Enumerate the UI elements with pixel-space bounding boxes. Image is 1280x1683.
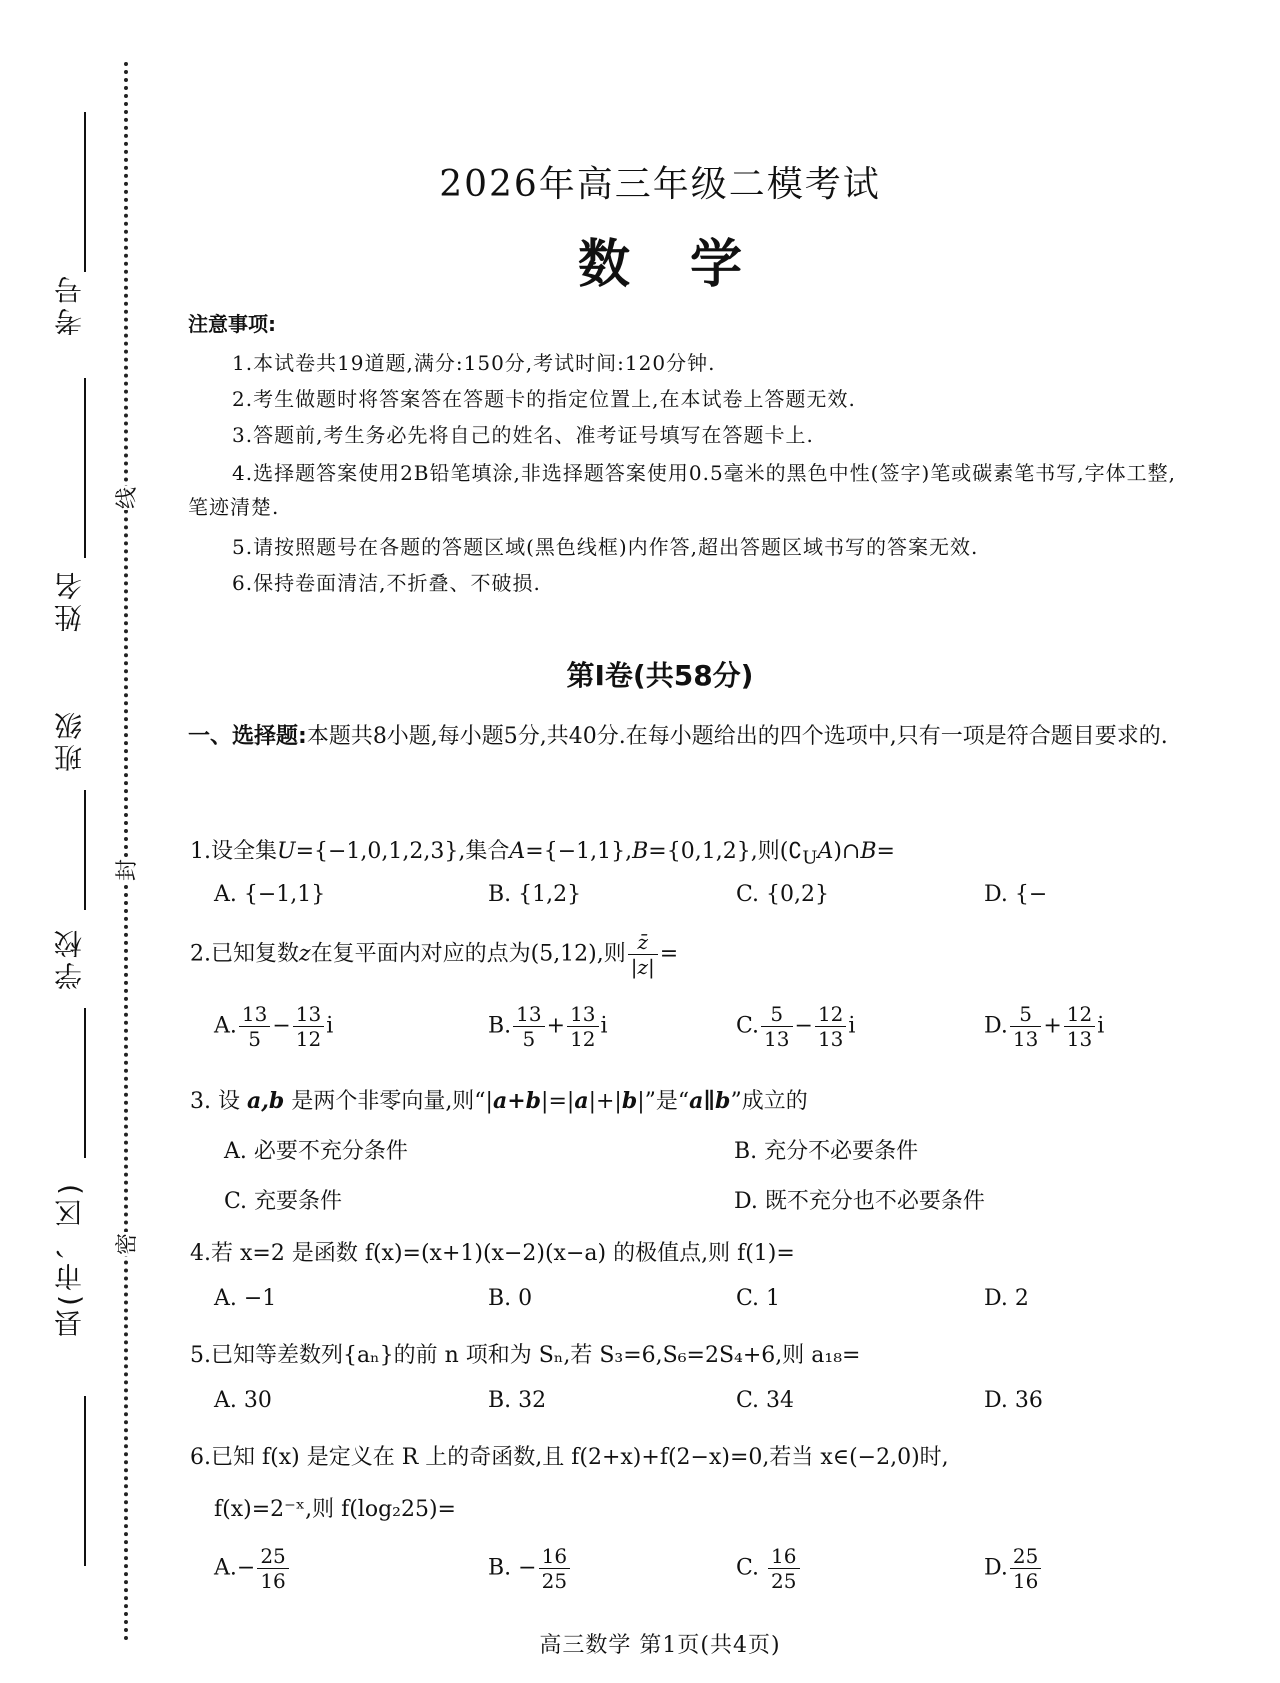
q3-vector: a,b xyxy=(247,1088,285,1114)
notice-item: 4.选择题答案使用2B铅笔填涂,非选择题答案使用0.5毫米的黑色中性(签字)笔或碳素笔书写,字体工整,笔迹清楚. xyxy=(188,461,1176,519)
option-d[interactable]: D. 2 xyxy=(984,1286,1029,1311)
option-c[interactable]: C. 充要条件 xyxy=(224,1189,343,1214)
q1-text: ={−1,1}, xyxy=(525,839,633,864)
fraction-denominator: 16 xyxy=(1012,1569,1039,1593)
option-a[interactable]: A. −1 xyxy=(214,1286,277,1311)
fraction-numerator: 25 xyxy=(257,1544,288,1569)
fraction-denominator: 13 xyxy=(1066,1027,1093,1051)
q2-var: z xyxy=(299,941,311,967)
q1-var: A xyxy=(817,839,834,864)
operator: − xyxy=(272,1013,291,1039)
notice-item: 5.请按照题号在各题的答题区域(黑色线框)内作答,超出答题区域书写的答案无效. xyxy=(232,535,979,559)
fraction-denominator: 12 xyxy=(570,1027,596,1051)
option-label: C. xyxy=(736,1555,760,1581)
fraction-numerator: 16 xyxy=(539,1544,570,1569)
q1-text: 设全集 xyxy=(211,839,278,864)
question-6 xyxy=(190,1440,949,1471)
fraction-numerator: 13 xyxy=(293,1002,324,1027)
school-label: 学校 xyxy=(53,926,86,990)
q3-vector: a+b xyxy=(492,1088,542,1114)
option-d[interactable]: D. {− xyxy=(984,882,1048,907)
option-b[interactable]: B. 0 xyxy=(488,1286,533,1311)
fraction-denominator: 25 xyxy=(541,1569,568,1593)
question-2 xyxy=(190,930,678,979)
option-label: D. xyxy=(984,1013,1008,1039)
fraction-denominator: 13 xyxy=(817,1027,844,1051)
option-d[interactable] xyxy=(984,1544,1043,1593)
fraction-denominator: 13 xyxy=(1012,1027,1039,1051)
name-line[interactable] xyxy=(84,378,86,558)
fraction-numerator: 12 xyxy=(815,1002,846,1027)
q3-text: |=| xyxy=(541,1089,575,1114)
option-label: C. xyxy=(736,1013,760,1039)
operator: + xyxy=(1043,1013,1062,1039)
operator: + xyxy=(546,1013,566,1039)
county-label: 县(市、区) xyxy=(53,1180,86,1338)
fraction xyxy=(761,1002,792,1051)
q5-text: 已知等差数列{aₙ}的前 n 项和为 Sₙ,若 S₃=6,S₆=2S₄+6,则 a₁₈= xyxy=(211,1343,861,1368)
option-a[interactable] xyxy=(214,1002,333,1051)
question-number: 1. xyxy=(190,839,211,864)
q3-text: 是两个非零向量,则“| xyxy=(291,1089,493,1114)
q4-text: 若 x=2 是函数 f(x)=(x+1)(x−2)(x−a) 的极值点,则 f(1)= xyxy=(211,1241,795,1266)
question-number: 4. xyxy=(190,1241,211,1266)
question-3 xyxy=(190,1084,808,1115)
class-line[interactable] xyxy=(84,790,86,910)
option-label: B. xyxy=(488,1013,512,1039)
fraction xyxy=(1010,1002,1041,1051)
option-c[interactable] xyxy=(736,1544,802,1593)
school-line[interactable] xyxy=(84,1008,86,1158)
q1-var: A xyxy=(509,839,526,864)
q1-text: = xyxy=(876,839,895,864)
fraction xyxy=(815,1002,846,1051)
seal-dotted-line xyxy=(124,62,128,1642)
option-a[interactable]: A. 30 xyxy=(214,1388,272,1413)
fraction xyxy=(1064,1002,1095,1051)
fraction-denominator: 16 xyxy=(260,1569,286,1593)
q2-text: = xyxy=(659,941,679,967)
sign: − xyxy=(518,1555,537,1581)
fraction xyxy=(513,1002,544,1051)
question-1 xyxy=(190,834,895,868)
operator: − xyxy=(794,1013,813,1039)
option-c[interactable]: C. 1 xyxy=(736,1286,781,1311)
fraction-numerator: 13 xyxy=(513,1002,544,1027)
fraction-denominator: 25 xyxy=(771,1569,797,1593)
part-intro xyxy=(188,712,1208,762)
notice-item: 1.本试卷共19道题,满分:150分,考试时间:120分钟. xyxy=(232,351,716,375)
fraction-numerator: 12 xyxy=(1064,1002,1095,1027)
option-b[interactable]: B. 32 xyxy=(488,1388,547,1413)
question-5 xyxy=(190,1338,860,1369)
sign: − xyxy=(236,1555,256,1581)
q1-subscript: U xyxy=(802,847,818,869)
class-label: 班级 xyxy=(53,708,86,772)
seal-word-secret: 密 xyxy=(115,1233,140,1256)
q6-text: f(x)=2⁻ˣ,则 f(log₂25)= xyxy=(214,1497,456,1522)
option-d[interactable] xyxy=(984,1002,1104,1051)
name-label: 姓名 xyxy=(53,568,86,632)
q2-text: 在复平面内对应的点为(5,12),则 xyxy=(310,941,626,967)
q1-text: ={−1,0,1,2,3},集合 xyxy=(295,839,510,864)
q2-text: 已知复数 xyxy=(211,941,300,967)
fraction-numerator: 25 xyxy=(1010,1544,1041,1569)
q3-text: ”成立的 xyxy=(730,1089,808,1114)
imaginary-unit: i xyxy=(848,1013,856,1039)
fraction-numerator: 13 xyxy=(567,1002,598,1027)
option-d[interactable]: D. 36 xyxy=(984,1388,1043,1413)
fraction-numerator: 13 xyxy=(239,1002,270,1027)
fraction-denominator: 12 xyxy=(295,1027,322,1051)
notice-title: 注意事项: xyxy=(188,312,276,336)
question-number: 2. xyxy=(190,941,211,967)
fraction-numerator: z̄ xyxy=(628,930,658,955)
option-label: A. xyxy=(214,1555,237,1581)
option-a[interactable]: A. 必要不充分条件 xyxy=(224,1139,408,1164)
question-number: 5. xyxy=(190,1343,211,1368)
option-b[interactable] xyxy=(488,1002,608,1051)
exam-no-label: 考号 xyxy=(53,272,86,336)
q3-vector: a∥b xyxy=(689,1088,731,1114)
page-footer: 高三数学 第1页(共4页) xyxy=(539,1633,781,1658)
q3-text: |”是“ xyxy=(637,1089,690,1114)
q1-text: )∩ xyxy=(833,839,861,864)
option-label: A. xyxy=(214,1013,237,1039)
part-label: 一、选择题: xyxy=(188,724,307,749)
fraction xyxy=(768,1544,799,1593)
fraction xyxy=(1010,1544,1041,1593)
imaginary-unit: i xyxy=(326,1013,334,1039)
fraction xyxy=(539,1544,570,1593)
question-4 xyxy=(190,1236,795,1267)
seal-word-seal: 封 xyxy=(115,859,140,882)
notice-item: 3.答题前,考生务必先将自己的姓名、准考证号填写在答题卡上. xyxy=(232,423,814,447)
q3-vector: a xyxy=(574,1088,589,1114)
option-c[interactable]: C. 34 xyxy=(736,1388,795,1413)
option-a[interactable]: A. {−1,1} xyxy=(214,882,326,907)
option-b[interactable]: B. {1,2} xyxy=(488,882,582,907)
fraction xyxy=(257,1544,288,1593)
seal-word-line: 线 xyxy=(115,487,140,510)
exam-title: 2026年高三年级二模考试 xyxy=(439,164,881,205)
question-number: 6. xyxy=(190,1445,211,1470)
option-c[interactable] xyxy=(736,1002,855,1051)
imaginary-unit: i xyxy=(600,1013,608,1039)
option-c[interactable]: C. {0,2} xyxy=(736,882,830,907)
q1-var: B xyxy=(860,839,877,864)
q3-text: 设 xyxy=(218,1089,241,1114)
section-title: 第Ⅰ卷(共58分) xyxy=(566,659,754,692)
fraction-numerator: 5 xyxy=(1010,1002,1041,1027)
imaginary-unit: i xyxy=(1097,1013,1105,1039)
option-d[interactable]: D. 既不充分也不必要条件 xyxy=(734,1189,985,1214)
q3-text: |+| xyxy=(588,1089,622,1114)
notice-item: 6.保持卷面清洁,不折叠、不破损. xyxy=(232,571,541,595)
q1-var: B xyxy=(632,839,649,864)
fraction-denominator: 5 xyxy=(248,1027,261,1051)
fraction-numerator: 16 xyxy=(768,1544,799,1569)
q3-vector: b xyxy=(621,1088,638,1114)
fraction xyxy=(239,1002,270,1051)
fraction-denominator: |z| xyxy=(630,955,655,979)
question-6-cont xyxy=(214,1492,456,1523)
q1-text: ={0,1,2},则(∁ xyxy=(648,839,803,864)
q1-var: U xyxy=(277,839,296,864)
q2-fraction xyxy=(628,930,658,979)
fraction-numerator: 5 xyxy=(761,1002,792,1027)
part-text: 本题共8小题,每小题5分,共40分.在每小题给出的四个选项中,只有一项是符合题目要求的. xyxy=(306,724,1168,749)
option-b[interactable]: B. 充分不必要条件 xyxy=(734,1139,919,1164)
option-label: B. xyxy=(488,1555,512,1581)
notice-item: 2.考生做题时将答案答在答题卡的指定位置上,在本试卷上答题无效. xyxy=(232,387,856,411)
county-line[interactable] xyxy=(84,1396,86,1566)
fraction xyxy=(293,1002,324,1051)
option-a[interactable] xyxy=(214,1544,291,1593)
fraction-denominator: 5 xyxy=(522,1027,536,1051)
option-b[interactable] xyxy=(488,1544,572,1593)
subject-title: 数学 xyxy=(577,234,802,295)
option-label: D. xyxy=(984,1555,1008,1581)
fraction xyxy=(567,1002,598,1051)
fraction-denominator: 13 xyxy=(764,1027,790,1051)
question-number: 3. xyxy=(190,1089,211,1114)
q6-text: 已知 f(x) 是定义在 R 上的奇函数,且 f(2+x)+f(2−x)=0,若当 x∈(−2,0)时, xyxy=(211,1445,949,1470)
